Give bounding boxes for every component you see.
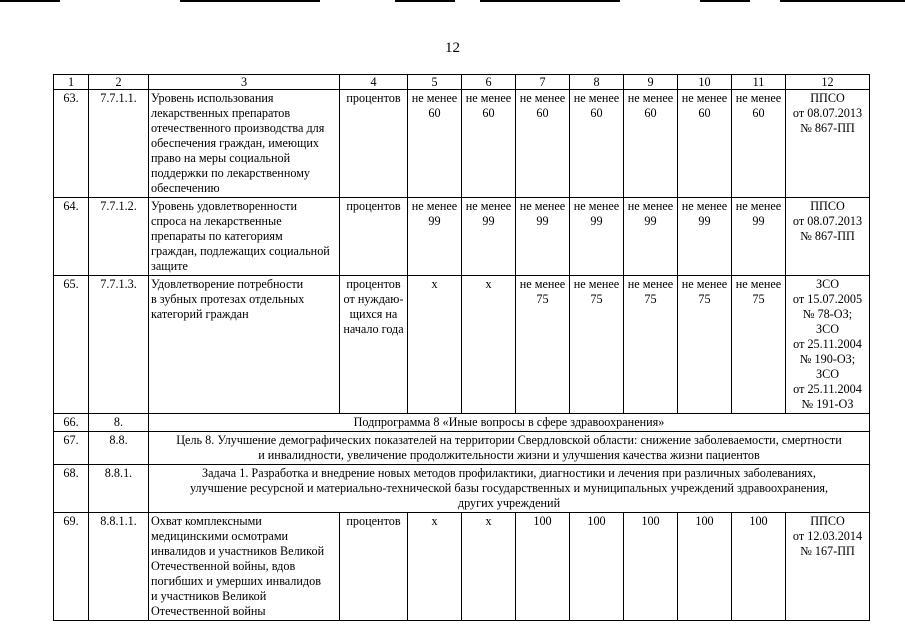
value-cell: не менее 99 (732, 198, 786, 276)
value-cell: не менее 99 (570, 198, 624, 276)
row-code-cell: 7.7.1.3. (89, 276, 149, 414)
value-cell: не менее 99 (624, 198, 678, 276)
header-cell: 8 (570, 75, 624, 90)
indicator-name-cell: Уровень удовлетворенности спроса на лекарственные препараты по категориям граждан, подлежащих социальной защите (149, 198, 340, 276)
value-cell: 100 (570, 513, 624, 621)
top-rule-1 (0, 0, 60, 2)
unit-cell: процентов (340, 513, 408, 621)
top-rule-2 (180, 0, 320, 2)
header-cell: 4 (340, 75, 408, 90)
table-row (54, 513, 870, 621)
row-number-cell: 65. (54, 276, 89, 414)
row-code-cell: 8.8.1. (89, 465, 149, 513)
value-cell: х (408, 276, 462, 414)
section-title-cell: Подпрограмма 8 «Иные вопросы в сфере здравоохранения» (149, 414, 870, 432)
table-row (54, 276, 870, 414)
section-row (54, 465, 870, 513)
header-cell: 7 (516, 75, 570, 90)
value-cell: не менее 99 (516, 198, 570, 276)
unit-cell: процентов (340, 90, 408, 198)
value-cell: не менее 60 (570, 90, 624, 198)
section-row (54, 414, 870, 432)
indicator-name-cell: Охват комплексными медицинскими осмотрами инвалидов и участников Великой Отечественной войны, вдов погибших и умерших инвалидов и участников Великой Отечественной войны (149, 513, 340, 621)
value-cell: не менее 60 (678, 90, 732, 198)
header-cell: 12 (786, 75, 870, 90)
value-cell: не менее 75 (624, 276, 678, 414)
value-cell: х (462, 513, 516, 621)
section-title-cell: Задача 1. Разработка и внедрение новых методов профилактики, диагностики и лечения при различных заболеваниях, улучшение ресурсной и материально-технической базы государственных и муниципальных учреждений здравоохранения, других учреждений (149, 465, 870, 513)
page-number: 12 (445, 40, 460, 56)
value-cell: 100 (732, 513, 786, 621)
row-code-cell: 7.7.1.1. (89, 90, 149, 198)
row-number-cell: 68. (54, 465, 89, 513)
row-code-cell: 8.8. (89, 432, 149, 465)
section-title-cell: Цель 8. Улучшение демографических показателей на территории Свердловской области: снижение заболеваемости, смертности и инвалидности, увеличение продолжительности жизни и улучшения качества жизни пациентов (149, 432, 870, 465)
header-cell: 1 (54, 75, 89, 90)
row-code-cell: 8. (89, 414, 149, 432)
source-cell: ППСО от 08.07.2013 № 867-ПП (786, 90, 870, 198)
source-cell: ППСО от 08.07.2013 № 867-ПП (786, 198, 870, 276)
value-cell: х (462, 276, 516, 414)
header-cell: 5 (408, 75, 462, 90)
row-number-cell: 66. (54, 414, 89, 432)
top-rule-3 (395, 0, 455, 2)
value-cell: не менее 60 (462, 90, 516, 198)
source-cell: ППСО от 12.03.2014 № 167-ПП (786, 513, 870, 621)
table-row (54, 90, 870, 198)
source-cell: ЗСО от 15.07.2005 № 78-ОЗ; ЗСО от 25.11.2004 № 190-ОЗ; ЗСО от 25.11.2004 № 191-ОЗ (786, 276, 870, 414)
indicators-table (53, 74, 870, 621)
value-cell: не менее 99 (408, 198, 462, 276)
value-cell: не менее 75 (678, 276, 732, 414)
value-cell: 100 (516, 513, 570, 621)
value-cell: не менее 99 (678, 198, 732, 276)
value-cell: не менее 75 (732, 276, 786, 414)
header-cell: 3 (149, 75, 340, 90)
row-number-cell: 69. (54, 513, 89, 621)
value-cell: не менее 75 (516, 276, 570, 414)
top-rule-4 (480, 0, 620, 2)
unit-cell: процентов (340, 198, 408, 276)
value-cell: 100 (678, 513, 732, 621)
value-cell: не менее 60 (732, 90, 786, 198)
top-rule-6 (780, 0, 905, 2)
value-cell: не менее 60 (408, 90, 462, 198)
value-cell: 100 (624, 513, 678, 621)
header-cell: 9 (624, 75, 678, 90)
header-cell: 2 (89, 75, 149, 90)
value-cell: х (408, 513, 462, 621)
value-cell: не менее 60 (624, 90, 678, 198)
header-cell: 11 (732, 75, 786, 90)
row-code-cell: 8.8.1.1. (89, 513, 149, 621)
table-row (54, 198, 870, 276)
value-cell: не менее 60 (516, 90, 570, 198)
indicator-name-cell: Уровень использования лекарственных препаратов отечественного производства для обеспечения граждан, имеющих право на меры социальной поддержки по лекарственному обеспечению (149, 90, 340, 198)
unit-cell: процентов от нуждаю- щихся на начало года (340, 276, 408, 414)
table-body (54, 75, 870, 621)
header-cell: 10 (678, 75, 732, 90)
row-number-cell: 64. (54, 198, 89, 276)
value-cell: не менее 99 (462, 198, 516, 276)
value-cell: не менее 75 (570, 276, 624, 414)
row-number-cell: 63. (54, 90, 89, 198)
indicator-name-cell: Удовлетворение потребности в зубных протезах отдельных категорий граждан (149, 276, 340, 414)
row-code-cell: 7.7.1.2. (89, 198, 149, 276)
header-row (54, 75, 870, 90)
header-cell: 6 (462, 75, 516, 90)
row-number-cell: 67. (54, 432, 89, 465)
top-rule-5 (700, 0, 750, 2)
section-row (54, 432, 870, 465)
